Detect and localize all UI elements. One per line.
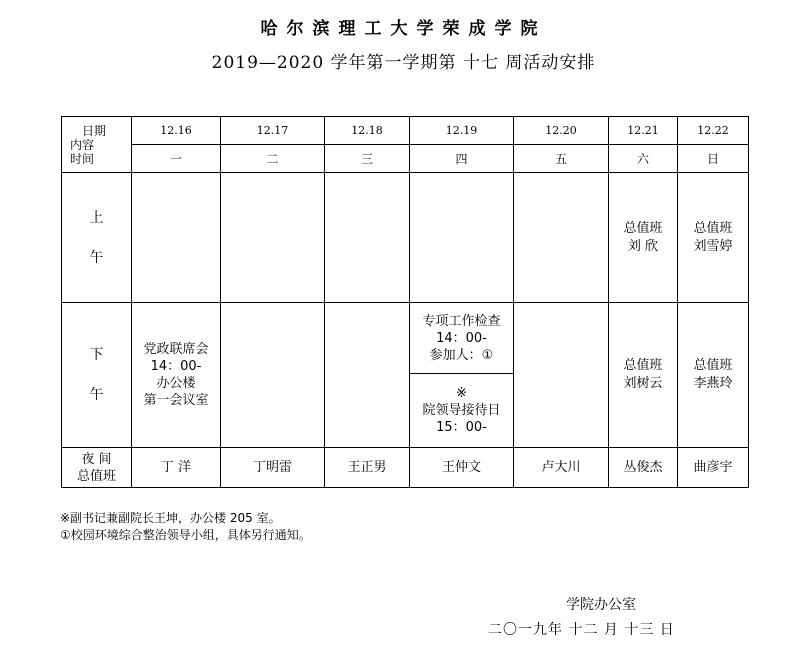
- morning-cell-tue: [221, 173, 325, 303]
- afternoon-sat-duty-label: 总值班: [623, 358, 663, 373]
- date-cell-thu: 12.19: [410, 117, 514, 145]
- thu-inspection-block: [410, 303, 513, 374]
- meeting-time: 14：00-: [150, 359, 202, 374]
- afternoon-label-bottom: 午: [89, 387, 104, 403]
- meeting-title: 党政联席会: [143, 342, 209, 357]
- night-label-line1: 夜 间: [81, 451, 112, 467]
- afternoon-label-cell: [62, 303, 132, 448]
- afternoon-cell-sat: [609, 303, 678, 448]
- meeting-building: 办公楼: [156, 376, 196, 391]
- institution-title: 哈尔滨理工大学荣成学院: [260, 19, 547, 39]
- afternoon-cell-sun: [678, 303, 749, 448]
- date-cell-mon: 12.16: [132, 117, 221, 145]
- night-label-line2: 总值班: [76, 468, 116, 484]
- night-duty-mon: 丁 洋: [132, 448, 221, 488]
- inspection-participants: 参加人：①: [429, 347, 494, 363]
- night-duty-sun: 曲彦宇: [678, 448, 749, 488]
- inspection-title: 专项工作检查: [422, 313, 501, 329]
- weekly-schedule-table: [61, 116, 749, 488]
- morning-sun-duty-name: 刘雪婷: [693, 238, 733, 254]
- night-duty-sat: 丛俊杰: [609, 448, 678, 488]
- schedule-title: 2019—2020 学年第一学期第 十七 周活动安排: [211, 53, 596, 73]
- issuing-office: 学院办公室: [566, 597, 636, 613]
- morning-cell-sun: [678, 173, 749, 303]
- afternoon-cell-wed: [325, 303, 410, 448]
- corner-date-label: 日期: [82, 123, 107, 138]
- afternoon-cell-fri: [514, 303, 609, 448]
- meeting-room: 第一会议室: [143, 393, 209, 408]
- afternoon-sun-duty-label: 总值班: [693, 358, 733, 373]
- thu-reception-block: [410, 374, 513, 447]
- night-duty-fri: 卢大川: [514, 448, 609, 488]
- weekday-cell-tue: 二: [221, 145, 325, 173]
- weekday-cell-sun: 日: [678, 145, 749, 173]
- weekday-cell-mon: 一: [132, 145, 221, 173]
- afternoon-sun-duty-name: 李燕玲: [693, 376, 733, 391]
- night-duty-tue: 丁明雷: [221, 448, 325, 488]
- night-duty-thu: 王仲文: [410, 448, 514, 488]
- reception-title: 院领导接待日: [422, 403, 501, 418]
- date-cell-sun: 12.22: [678, 117, 749, 145]
- afternoon-sat-duty-name: 刘树云: [623, 376, 663, 391]
- morning-cell-sat: [609, 173, 678, 303]
- afternoon-label-top: 下: [89, 347, 104, 363]
- footnotes: [60, 510, 311, 544]
- morning-sun-duty-label: 总值班: [693, 220, 733, 236]
- inspection-time: 14：00-: [436, 330, 487, 346]
- morning-sat-duty-label: 总值班: [623, 220, 663, 236]
- weekday-cell-thu: 四: [410, 145, 514, 173]
- afternoon-cell-tue: [221, 303, 325, 448]
- corner-time-label: 时间: [70, 151, 95, 166]
- morning-cell-fri: [514, 173, 609, 303]
- date-cell-sat: 12.21: [609, 117, 678, 145]
- afternoon-cell-thu: [410, 303, 514, 448]
- morning-sat-duty-name: 刘 欣: [627, 238, 659, 254]
- weekday-cell-wed: 三: [325, 145, 410, 173]
- reception-mark: ※: [456, 386, 467, 401]
- issue-date: 二〇一九年 十二 月 十三 日: [488, 622, 675, 638]
- date-cell-wed: 12.18: [325, 117, 410, 145]
- morning-cell-thu: [410, 173, 514, 303]
- night-duty-label-cell: [62, 448, 132, 488]
- weekday-cell-sat: 六: [609, 145, 678, 173]
- corner-header-cell: [62, 117, 132, 173]
- reception-time: 15：00-: [436, 420, 487, 435]
- date-cell-fri: 12.20: [514, 117, 609, 145]
- morning-cell-mon: [132, 173, 221, 303]
- morning-label-top: 上: [89, 209, 104, 226]
- afternoon-cell-mon: [132, 303, 221, 448]
- morning-cell-wed: [325, 173, 410, 303]
- morning-label-cell: [62, 173, 132, 303]
- corner-content-label: 内容: [70, 137, 95, 152]
- footnote-2: ①校园环境综合整治领导小组，具体另行通知。: [60, 528, 311, 542]
- footnote-1: ※副书记兼副院长王坤，办公楼 205 室。: [60, 511, 281, 525]
- date-cell-tue: 12.17: [221, 117, 325, 145]
- morning-label-bottom: 午: [89, 249, 104, 266]
- night-duty-wed: 王正男: [325, 448, 410, 488]
- weekday-cell-fri: 五: [514, 145, 609, 173]
